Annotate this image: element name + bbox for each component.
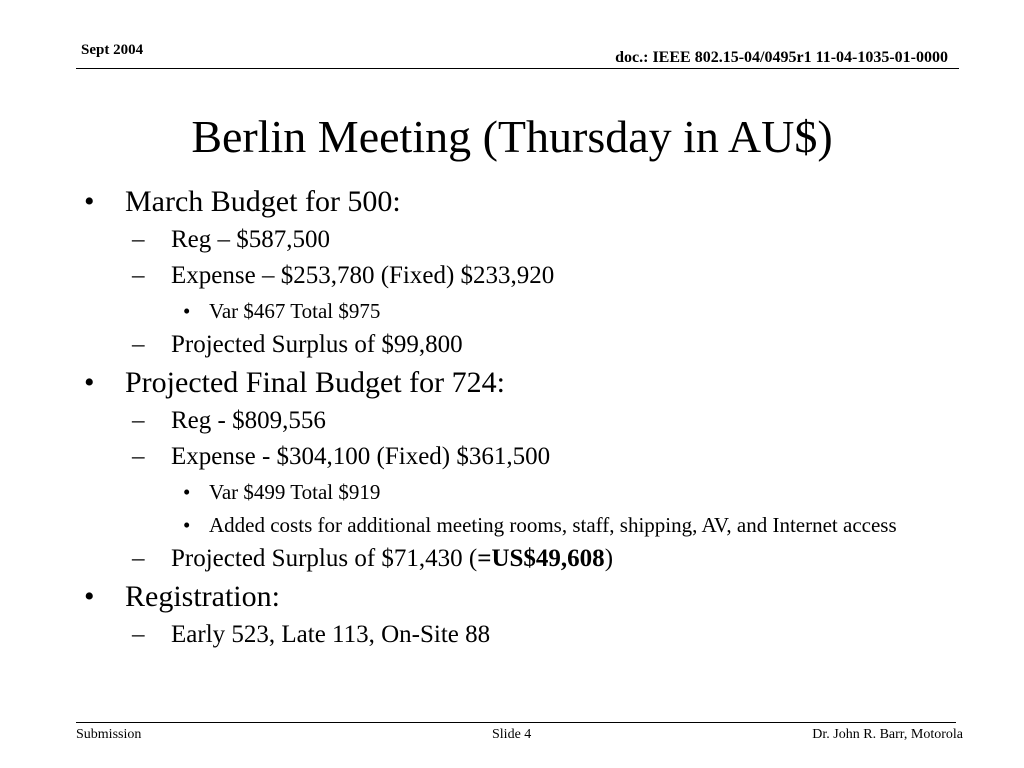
sub-bullet-text: Projected Surplus of $99,800 [171,331,463,358]
bullet-icon: • [183,513,191,537]
dash-icon: – [132,331,145,358]
header-rule [76,68,959,69]
dash-icon: – [132,443,145,470]
sub-sub-bullet-final-added [84,508,924,541]
sub-bullet-final-reg [84,403,924,439]
sub-bullet-march-surplus [84,327,924,363]
bullet-icon: • [84,366,95,399]
sub-bullet-text: Early 523, Late 113, On-Site 88 [171,621,491,648]
sub-bullet-text: Expense – $253,780 (Fixed) $233,920 [171,262,555,289]
slide-content [84,182,924,653]
bullet-registration [84,577,924,617]
header-doc-id: doc.: IEEE 802.15-04/0495r1 11-04-1035-01-0000 [615,49,948,66]
bullet-icon: • [183,299,191,323]
footer-slide-number: Slide 4 [492,727,532,742]
bullet-label: March Budget for 500: [125,185,401,218]
dash-icon: – [132,621,145,648]
sub-bullet-final-surplus [84,541,924,577]
bullet-label: Registration: [125,580,280,613]
header-date: Sept 2004 [81,42,144,58]
sub-sub-bullet-text: Added costs for additional meeting rooms, staff, shipping, AV, and Internet access [209,513,897,537]
sub-bullet-march-expense [84,258,924,294]
sub-sub-bullet-text: Var $499 Total $919 [209,480,381,504]
dash-icon: – [132,407,145,434]
surplus-suffix: ) [604,545,614,572]
dash-icon: – [132,545,145,572]
bullet-label: Projected Final Budget for 724: [125,366,505,399]
sub-bullet-final-expense [84,439,924,475]
sub-bullet-registration-counts [84,617,924,653]
slide-title: Berlin Meeting (Thursday in AU$) [191,111,833,162]
sub-bullet-text: Reg – $587,500 [171,226,331,253]
sub-sub-bullet-march-var [84,294,924,327]
sub-bullet-text: Expense - $304,100 (Fixed) $361,500 [171,443,551,470]
surplus-prefix: Projected Surplus of $71,430 ( [171,545,478,572]
dash-icon: – [132,226,145,253]
sub-bullet-text: Reg - $809,556 [171,407,326,434]
bullet-icon: • [84,580,95,613]
bullet-final-budget [84,363,924,403]
footer-author: Dr. John R. Barr, Motorola [812,727,963,742]
bullet-icon: • [84,185,95,218]
sub-sub-bullet-text: Var $467 Total $975 [209,299,381,323]
bullet-march-budget [84,182,924,222]
bullet-icon: • [183,480,191,504]
sub-bullet-march-reg [84,222,924,258]
sub-sub-bullet-final-var [84,475,924,508]
surplus-usd: =US$49,608 [477,545,605,572]
dash-icon: – [132,262,145,289]
footer-submission: Submission [76,727,142,742]
footer-rule [76,722,956,723]
